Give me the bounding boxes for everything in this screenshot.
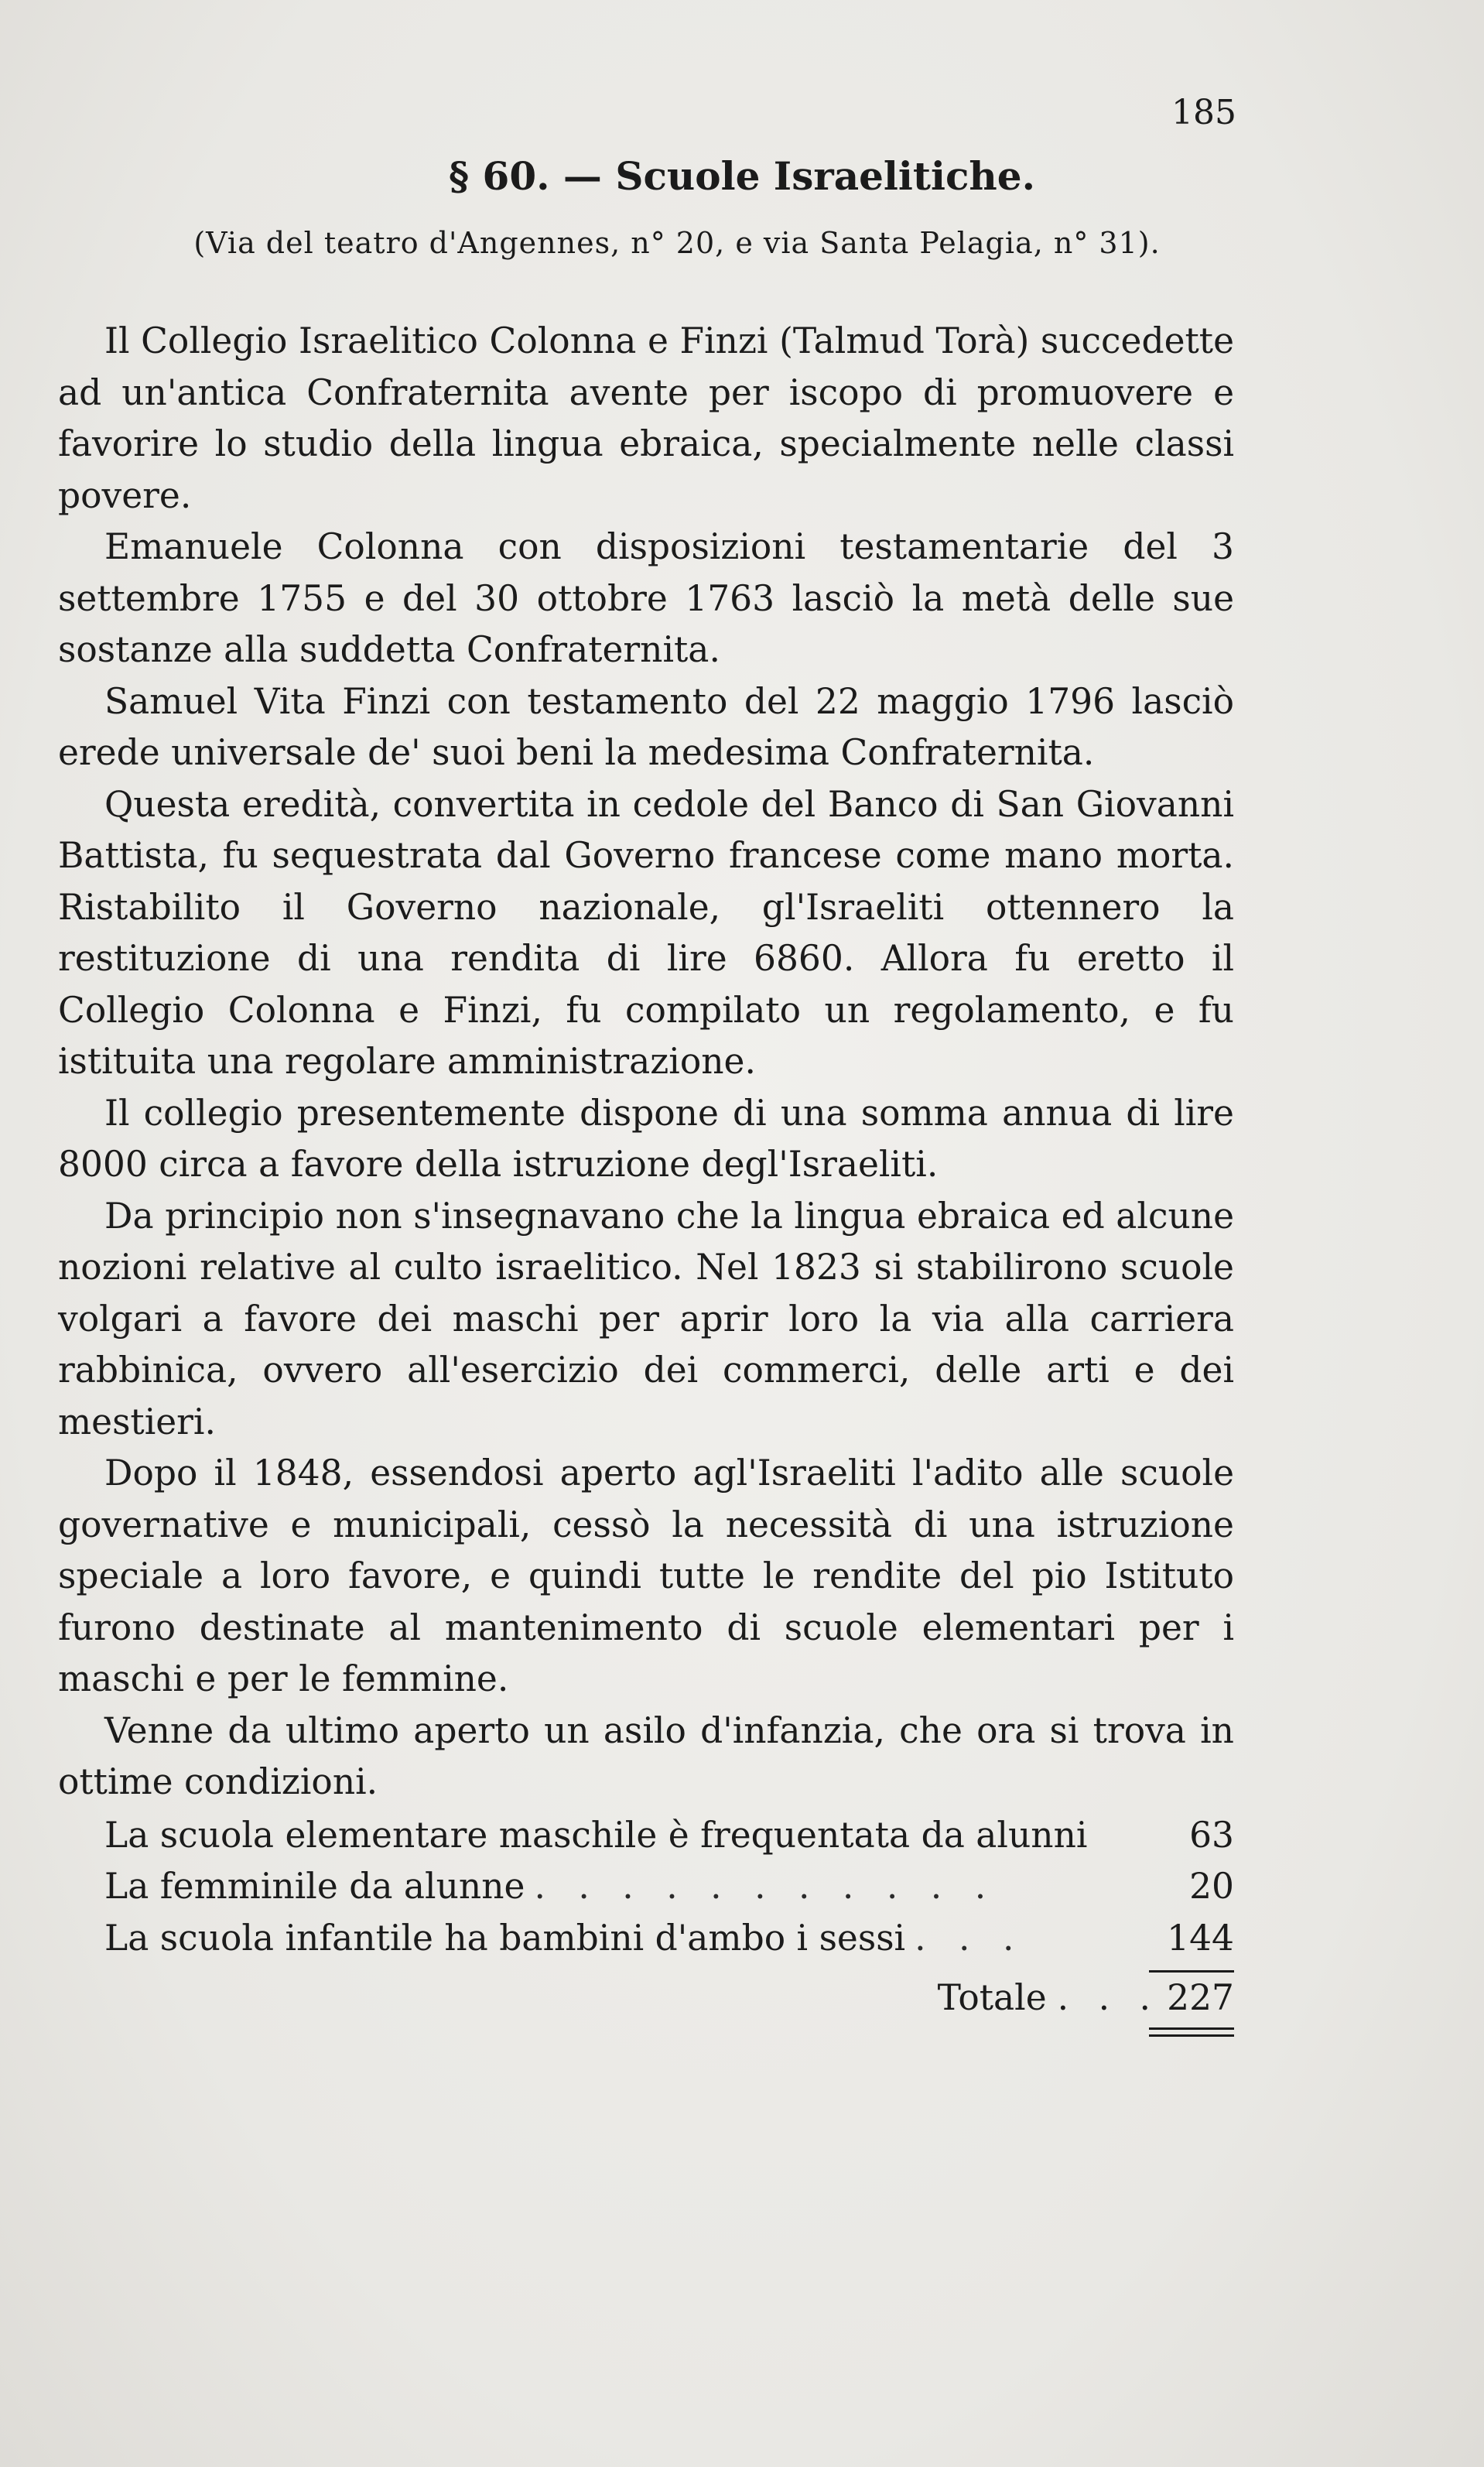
leader-dots: . . . bbox=[1057, 1977, 1160, 2018]
paragraph: Da principio non s'insegnavano che la lingua ebraica ed alcune nozioni relative al culto israelitico. Nel 1823 si stabilirono scuole volgari a favore dei maschi per aprir loro la via alla carriera rabbinica, ovvero all'esercizio dei commerci, delle arti e dei mestieri. bbox=[58, 1195, 1234, 1442]
enrollment-table bbox=[58, 1810, 1234, 2037]
enrollment-label: La scuola elementare maschile è frequentata da alunni bbox=[104, 1814, 1088, 1856]
enrollment-row bbox=[58, 1913, 1234, 1965]
enrollment-label: La femminile da alunne bbox=[104, 1866, 525, 1907]
enrollment-value: 144 bbox=[1167, 1917, 1234, 1959]
paragraph: Venne da ultimo aperto un asilo d'infanzia, che ora si trova in ottime condizioni. bbox=[58, 1709, 1234, 1802]
enrollment-row bbox=[58, 1861, 1234, 1913]
total-double-rule bbox=[1149, 2027, 1234, 2037]
paragraph: Emanuele Colonna con disposizioni testamentarie del 3 settembre 1755 e del 30 ottobre 1763 lasciò la metà delle sue sostanze alla suddetta Confraternita. bbox=[58, 526, 1234, 670]
paragraph: Questa eredità, convertita in cedole del Banco di San Giovanni Battista, fu sequestrata dal Governo francese come mano morta. Ristabilito il Governo nazionale, gl'Israeliti ottennero la restituzione di una rendita di lire 6860. Allora fu eretto il Collegio Colonna e Finzi, fu compilato un regolamento, e fu istituita una regolare amministrazione. bbox=[58, 783, 1234, 1082]
page-body bbox=[58, 316, 1234, 2037]
paragraph: Dopo il 1848, essendosi aperto agl'Israeliti l'adito alle scuole governative e municipali, cessò la necessità di una istruzione speciale a loro favore, e quindi tutte le rendite del pio Istituto furono destinate al mantenimento di scuole elementari per i maschi e per le femmine. bbox=[58, 1452, 1234, 1699]
leader-dots: . . . bbox=[915, 1917, 1025, 1959]
page-number: 185 bbox=[1171, 93, 1236, 132]
total-value: 227 bbox=[1167, 1977, 1234, 2018]
section-address: (Via del teatro d'Angennes, n° 20, e via Santa Pelagia, n° 31). bbox=[193, 226, 1161, 260]
paragraph: Samuel Vita Finzi con testamento del 22 maggio 1796 lasciò erede universale de' suoi beni la medesima Confraternita. bbox=[58, 680, 1234, 773]
section-heading: § 60. — Scuole Israelitiche. bbox=[448, 153, 1035, 199]
paragraph: Il Collegio Israelitico Colonna e Finzi (Talmud Torà) succedette ad un'antica Confraternita avente per iscopo di promuovere e favorire lo studio della lingua ebraica, specialmente nelle classi povere. bbox=[58, 320, 1234, 516]
enrollment-value: 63 bbox=[1189, 1814, 1234, 1856]
enrollment-row bbox=[58, 1810, 1234, 1862]
leader-dots: . . . . . . . . . . . bbox=[534, 1866, 997, 1907]
total-label: Totale bbox=[937, 1977, 1047, 2018]
total-row bbox=[58, 1973, 1234, 2024]
paragraph: Il collegio presentemente dispone di una somma annua di lire 8000 circa a favore della istruzione degl'Israeliti. bbox=[58, 1092, 1234, 1185]
enrollment-value: 20 bbox=[1189, 1866, 1234, 1907]
enrollment-label: La scuola infantile ha bambini d'ambo i sessi bbox=[104, 1917, 906, 1959]
